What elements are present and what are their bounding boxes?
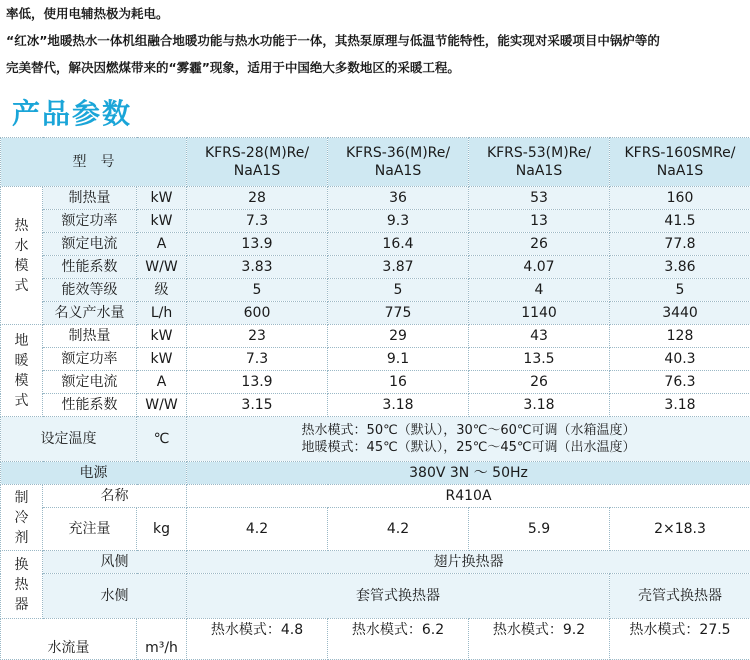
cell-value: 13.9 bbox=[187, 233, 328, 256]
table-row bbox=[1, 394, 750, 417]
cell-value: 2×18.3 bbox=[610, 508, 750, 551]
air-side-value: 翅片换热器 bbox=[187, 551, 750, 574]
set-temp-unit: ℃ bbox=[137, 417, 187, 462]
charge-unit: kg bbox=[137, 508, 187, 551]
row-label: 能效等级 bbox=[43, 279, 137, 302]
cell-value: 16.4 bbox=[328, 233, 469, 256]
cell-value: 5 bbox=[328, 279, 469, 302]
table-row bbox=[1, 551, 750, 574]
set-temp-value: 热水模式：50℃（默认），30℃～60℃可调（水箱温度） 地暖模式：45℃（默认），25℃～45℃可调（出水温度） bbox=[187, 417, 750, 462]
cell-value: 7.3 bbox=[187, 348, 328, 371]
cell-value: 7.3 bbox=[187, 210, 328, 233]
row-unit: kW bbox=[137, 210, 187, 233]
table-row bbox=[1, 371, 750, 394]
cell-value: 4 bbox=[469, 279, 610, 302]
table-row bbox=[1, 187, 750, 210]
model-1: KFRS-28(M)Re/ NaA1S bbox=[187, 138, 328, 187]
row-label: 名义产水量 bbox=[43, 302, 137, 325]
cell-value: 36 bbox=[328, 187, 469, 210]
table-row bbox=[1, 210, 750, 233]
cell-value: 53 bbox=[469, 187, 610, 210]
water-flow-label: 水流量 bbox=[1, 619, 137, 660]
cell-value: 4.2 bbox=[328, 508, 469, 551]
water-side-value-a: 套管式换热器 bbox=[187, 574, 610, 619]
group-heat-exchanger: 换热器 bbox=[1, 551, 43, 619]
cell-value: 9.3 bbox=[328, 210, 469, 233]
refrigerant-name-value: R410A bbox=[187, 485, 750, 508]
power-label: 电源 bbox=[1, 462, 187, 485]
section-title: 产品参数 bbox=[12, 92, 132, 132]
cell-value: 3.18 bbox=[610, 394, 750, 417]
cell-value: 热水模式：9.2 bbox=[469, 619, 610, 660]
row-unit: A bbox=[137, 371, 187, 394]
spec-table bbox=[0, 137, 750, 660]
intro-line-1: 率低，使用电辅热极为耗电。 bbox=[6, 0, 746, 27]
table-row bbox=[1, 233, 750, 256]
cell-value: 128 bbox=[610, 325, 750, 348]
cell-value: 26 bbox=[469, 233, 610, 256]
cell-value: 13.9 bbox=[187, 371, 328, 394]
cell-value: 775 bbox=[328, 302, 469, 325]
intro-line-3: 完美替代，解决因燃煤带来的“雾霾”现象，适用于中国绝大多数地区的采暖工程。 bbox=[6, 54, 746, 81]
table-row bbox=[1, 256, 750, 279]
table-row bbox=[1, 574, 750, 619]
cell-value: 28 bbox=[187, 187, 328, 210]
cell-value: 3.18 bbox=[469, 394, 610, 417]
cell-value: 热水模式：27.5 bbox=[610, 619, 750, 660]
table-row bbox=[1, 508, 750, 551]
cell-value: 3.15 bbox=[187, 394, 328, 417]
header-row bbox=[1, 138, 750, 187]
model-label: 型 号 bbox=[1, 138, 187, 187]
cell-value: 9.1 bbox=[328, 348, 469, 371]
cell-value: 600 bbox=[187, 302, 328, 325]
cell-value: 29 bbox=[328, 325, 469, 348]
cell-value: 3.86 bbox=[610, 256, 750, 279]
cell-value: 40.3 bbox=[610, 348, 750, 371]
row-unit: W/W bbox=[137, 256, 187, 279]
intro-line-2: “红冰”地暖热水一体机组融合地暖功能与热水功能于一体，其热泵原理与低温节能特性，能实现对采暖项目中锅炉等的 bbox=[6, 27, 746, 54]
row-label: 制热量 bbox=[43, 325, 137, 348]
row-unit: W/W bbox=[137, 394, 187, 417]
cell-value: 5 bbox=[610, 279, 750, 302]
group-hot-water: 热水模式 bbox=[1, 187, 43, 325]
row-unit: L/h bbox=[137, 302, 187, 325]
row-unit: kW bbox=[137, 325, 187, 348]
model-2: KFRS-36(M)Re/ NaA1S bbox=[328, 138, 469, 187]
row-unit: 级 bbox=[137, 279, 187, 302]
cell-value: 3.18 bbox=[328, 394, 469, 417]
cell-value: 26 bbox=[469, 371, 610, 394]
cell-value: 3.87 bbox=[328, 256, 469, 279]
cell-value: 23 bbox=[187, 325, 328, 348]
cell-value: 5 bbox=[187, 279, 328, 302]
cell-value: 77.8 bbox=[610, 233, 750, 256]
water-flow-unit: m³/h bbox=[137, 619, 187, 660]
table-row bbox=[1, 485, 750, 508]
row-unit: kW bbox=[137, 348, 187, 371]
power-value: 380V 3N ～ 50Hz bbox=[187, 462, 750, 485]
table-row bbox=[1, 279, 750, 302]
refrigerant-name-label: 名称 bbox=[43, 485, 187, 508]
cell-value: 13 bbox=[469, 210, 610, 233]
cell-value: 43 bbox=[469, 325, 610, 348]
cell-value: 41.5 bbox=[610, 210, 750, 233]
row-unit: A bbox=[137, 233, 187, 256]
model-3: KFRS-53(M)Re/ NaA1S bbox=[469, 138, 610, 187]
cell-value: 热水模式：4.8 bbox=[187, 619, 328, 660]
group-floor-heating: 地暖模式 bbox=[1, 325, 43, 417]
model-4: KFRS-160SMRe/ NaA1S bbox=[610, 138, 750, 187]
table-row bbox=[1, 619, 750, 660]
cell-value: 5.9 bbox=[469, 508, 610, 551]
table-row bbox=[1, 325, 750, 348]
table-row bbox=[1, 417, 750, 462]
cell-value: 76.3 bbox=[610, 371, 750, 394]
intro-text bbox=[6, 0, 746, 81]
water-side-label: 水侧 bbox=[43, 574, 187, 619]
row-label: 性能系数 bbox=[43, 394, 137, 417]
row-label: 额定功率 bbox=[43, 348, 137, 371]
water-side-value-b: 壳管式换热器 bbox=[610, 574, 750, 619]
table-row bbox=[1, 302, 750, 325]
set-temp-label: 设定温度 bbox=[1, 417, 137, 462]
row-unit: kW bbox=[137, 187, 187, 210]
cell-value: 3.83 bbox=[187, 256, 328, 279]
cell-value: 3440 bbox=[610, 302, 750, 325]
cell-value: 160 bbox=[610, 187, 750, 210]
group-refrigerant: 制冷剂 bbox=[1, 485, 43, 551]
row-label: 额定电流 bbox=[43, 233, 137, 256]
cell-value: 4.07 bbox=[469, 256, 610, 279]
cell-value: 4.2 bbox=[187, 508, 328, 551]
charge-label: 充注量 bbox=[43, 508, 137, 551]
row-label: 制热量 bbox=[43, 187, 137, 210]
cell-value: 热水模式：6.2 bbox=[328, 619, 469, 660]
row-label: 额定电流 bbox=[43, 371, 137, 394]
row-label: 额定功率 bbox=[43, 210, 137, 233]
air-side-label: 风侧 bbox=[43, 551, 187, 574]
cell-value: 13.5 bbox=[469, 348, 610, 371]
table-row bbox=[1, 348, 750, 371]
table-row bbox=[1, 462, 750, 485]
cell-value: 16 bbox=[328, 371, 469, 394]
cell-value: 1140 bbox=[469, 302, 610, 325]
row-label: 性能系数 bbox=[43, 256, 137, 279]
